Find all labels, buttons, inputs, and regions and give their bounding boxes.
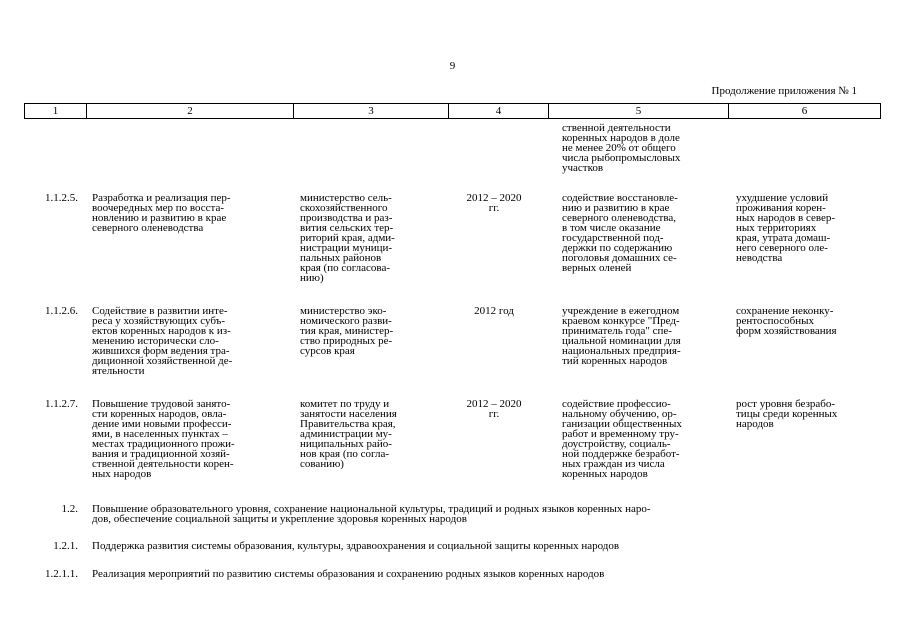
executor: министерство сель- скохозяйственного производства и раз- вития сельских тер- риторий края, адми- нистрации муници- пальных районов края (по согласова- нию) — [300, 192, 395, 284]
executor: комитет по труду и занятости населения Правительства края, администрации му- ниципальных райо- нов края (по согла- сованию) — [300, 398, 397, 470]
row-number: 1.1.2.7. — [45, 398, 78, 410]
expected-result: содействие профессио- нальному обучению, ор- ганизации общественных работ и временному тру- доустройству, социаль- ной поддержке безработ- ных граждан из числа коренных народов — [562, 398, 682, 480]
section-title: Повышение образовательного уровня, сохранение национальной культуры, традиций и родных языков коренных наро- дов, обеспечение социальной защиты и укрепление здоровья коренных народов — [92, 503, 651, 525]
measure-title: Содействие в развитии инте- реса у хозяйствующих субъ- ектов коренных народов к из- менению исторически сло- жившихся форм ведения тра- диционной хозяйственной де- ятельности — [92, 305, 233, 377]
column-header-5: 5 — [549, 104, 729, 119]
consequence: ухудшение условий проживания корен- ных народов в север- ных территориях края, утрата домаш- него северного оле- неводства — [736, 192, 836, 264]
expected-result: учреждение в ежегодном краевом конкурсе "Пред- приниматель года" спе- циальной номинации для национальных предприя- тий коренных народов — [562, 305, 681, 367]
period: 2012 год — [474, 305, 514, 317]
consequence: рост уровня безрабо- тицы среди коренных народов — [736, 398, 838, 430]
row-number: 1.1.2.6. — [45, 305, 78, 317]
consequence: сохранение неконку- рентоспособных форм хозяйствования — [736, 305, 837, 337]
column-header-1: 1 — [25, 104, 87, 119]
measure-title: Повышение трудовой занято- сти коренных народов, овла- дение ими новыми професси- ями, в населенных пунктах – местах традиционного прожи- вания и традиционной хозяй- ственной деятельности корен- ных народов — [92, 398, 235, 480]
page-number: 9 — [449, 60, 456, 72]
section-number: 1.2.1. — [53, 540, 78, 552]
column-header-3: 3 — [294, 104, 449, 119]
row-number: 1.1.2.5. — [45, 192, 78, 204]
section-title: Поддержка развития системы образования, культуры, здравоохранения и социальной защиты коренных народов — [92, 540, 620, 552]
section-number: 1.2. — [61, 503, 78, 515]
column-header-table — [24, 103, 881, 119]
section-title: Реализация мероприятий по развитию системы образования и сохранению родных языков коренных народов — [92, 568, 605, 580]
continuation-label: Продолжение приложения № 1 — [711, 85, 857, 97]
carryover-result: ственной деятельности коренных народов в доле не менее 20% от общего числа рыбопромысловых участков — [562, 122, 681, 174]
section-number: 1.2.1.1. — [45, 568, 78, 580]
period: 2012 – 2020 гг. — [466, 398, 522, 420]
expected-result: содействие восстановле- нию и развитию в крае северного оленеводства, в том числе оказание государственной под- держки по содержанию поголовья домашних се- верных оленей — [562, 192, 678, 274]
column-header-row — [25, 104, 881, 119]
column-header-4: 4 — [449, 104, 549, 119]
executor: министерство эко- номического разви- тия края, министер- ство природных ре- сурсов края — [300, 305, 394, 357]
period: 2012 – 2020 гг. — [466, 192, 522, 214]
column-header-2: 2 — [87, 104, 294, 119]
measure-title: Разработка и реализация пер- воочередных мер по восста- новлению и развитию в крае северного оленеводства — [92, 192, 231, 234]
column-header-6: 6 — [729, 104, 881, 119]
